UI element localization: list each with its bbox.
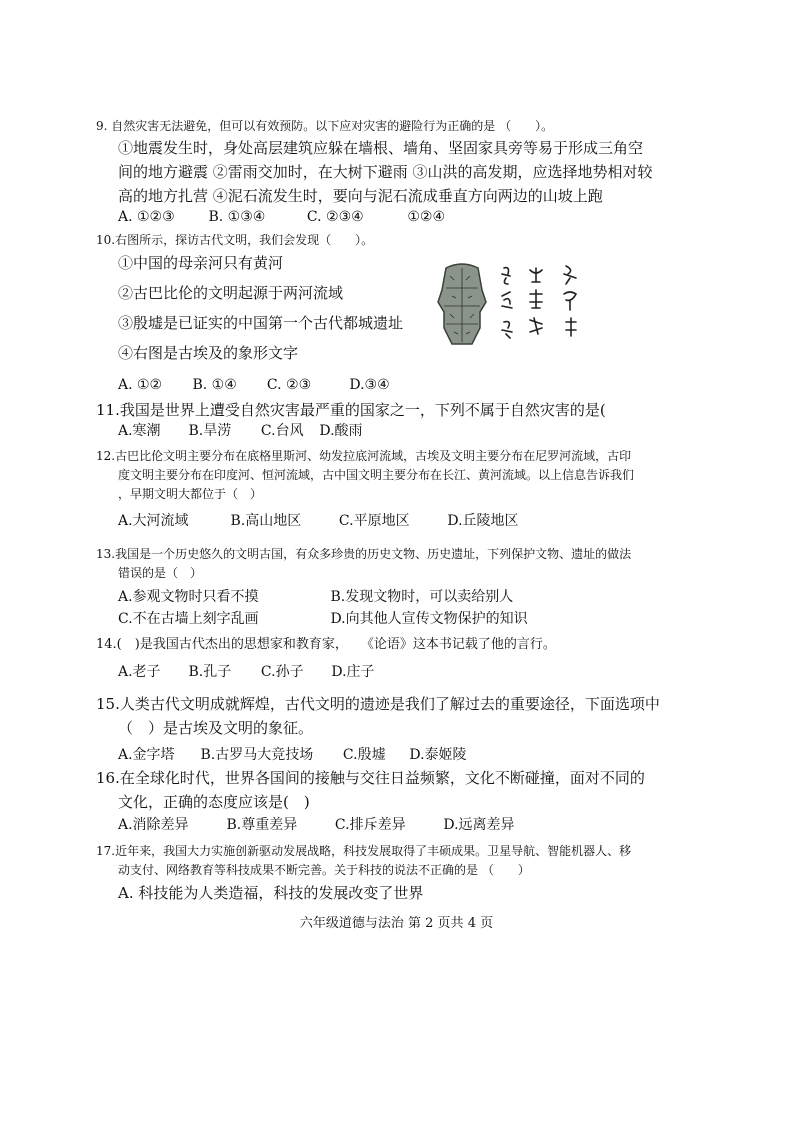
option-d: D.泰姬陵 — [409, 747, 467, 763]
question-10-items — [96, 248, 458, 368]
option-c: C.平原地区 — [338, 513, 410, 529]
option-d: ①②④ — [407, 209, 446, 225]
option-a: A.寒潮 — [118, 423, 161, 439]
question-13-stem — [96, 545, 706, 583]
question-13-options — [96, 586, 728, 630]
option-d: D.③④ — [349, 377, 390, 393]
question-16-line: 文化，正确的态度应该是( ) — [118, 793, 310, 811]
question-17-option-a: A. 科技能为人类造福，科技的发展改变了世界 — [118, 884, 424, 902]
option-c: C.殷墟 — [342, 747, 386, 763]
question-10-item: ④右图是古埃及的象形文字 — [118, 344, 299, 362]
option-c: C. ②③④ — [306, 209, 364, 225]
question-12-options — [96, 510, 728, 532]
question-16-options — [96, 814, 728, 836]
question-11-options — [96, 420, 728, 442]
question-13-line: 13.我国是一个历史悠久的文明古国，有众多珍贵的历史文物、历史遗址，下列保护文物、遗址的做法 — [96, 547, 632, 561]
question-17-line: 动支付、网络教育等科技成果不断完善。关于科技的说法不正确的是 （ ） — [118, 863, 530, 877]
option-b: B. ①③④ — [208, 209, 266, 225]
option-a: A.消除差异 — [118, 817, 189, 833]
option-b: B.高山地区 — [230, 513, 302, 529]
option-c: C.孙子 — [260, 664, 304, 680]
option-c: C.不在古墙上刻字乱画 — [118, 611, 259, 627]
option-b: B.古罗马大竞技场 — [200, 747, 314, 763]
option-d: D.远离差异 — [443, 817, 515, 833]
option-a: A.金字塔 — [118, 747, 175, 763]
option-b: B.旱涝 — [188, 423, 232, 439]
question-9-options — [96, 206, 728, 228]
question-9-stem: 9. 自然灾害无法避免，但可以有效预防。以下应对灾害的避险行为正确的是 （ ）。 — [96, 119, 554, 133]
question-16-stem — [96, 766, 706, 814]
option-a: A. ①②③ — [118, 209, 175, 225]
question-10-item: ③殷墟是已证实的中国第一个古代都城遗址 — [118, 314, 404, 332]
question-9-body-line: 高的地方扎营 ④泥石流发生时，要向与泥石流成垂直方向两边的山坡上跑 — [118, 187, 603, 205]
question-17-line: 17.近年来，我国大力实施创新驱动发展战略，科技发展取得了丰硕成果。卫星导航、智能机器人、移 — [96, 844, 632, 858]
question-9-body-line: 间的地方避震 ②雷雨交加时，在大树下避雨 ③山洪的高发期，应选择地势相对较 — [118, 163, 653, 181]
option-b: B.尊重差异 — [226, 817, 298, 833]
question-15-line: 15.人类古代文明成就辉煌，古代文明的遗迹是我们了解过去的重要途径，下面选项中 — [96, 695, 660, 713]
option-b: B.发现文物时，可以卖给别人 — [330, 589, 514, 605]
option-a: A. ①② — [118, 377, 163, 393]
option-a: A.老子 — [118, 664, 161, 680]
question-12-stem — [96, 447, 706, 504]
question-16-line: 16.在全球化时代，世界各国间的接触与交往日益频繁，文化不断碰撞，面对不同的 — [96, 769, 645, 787]
option-a: A.大河流域 — [118, 513, 189, 529]
question-11-stem: 11.我国是世界上遭受自然灾害最严重的国家之一，下列不属于自然灾害的是( — [96, 401, 606, 419]
ancient-script-glyphs — [496, 262, 586, 342]
option-b: B. ①④ — [192, 377, 237, 393]
option-c: C.排斥差异 — [334, 817, 406, 833]
question-10-item: ①中国的母亲河只有黄河 — [118, 254, 284, 272]
question-15-options — [96, 744, 728, 766]
question-12-line: ，早期文明大都位于（ ） — [118, 487, 263, 501]
question-12-line: 度文明主要分布在印度河、恒河流域，古中国文明主要分布在长江、黄河流域。以上信息告诉我们 — [118, 468, 635, 482]
question-14-options — [96, 661, 728, 683]
option-d: D.酸雨 — [319, 423, 363, 439]
option-c: C.台风 — [260, 423, 304, 439]
question-17-stem — [96, 842, 706, 880]
question-12-line: 12.古巴比伦文明主要分布在底格里斯河、幼发拉底河流域，古埃及文明主要分布在尼罗河流域，古印 — [96, 449, 632, 463]
option-d: D.向其他人宣传文物保护的知识 — [330, 611, 528, 627]
option-b: B.孔子 — [188, 664, 232, 680]
question-13-line: 错误的是（ ） — [118, 566, 203, 580]
question-10-options — [96, 374, 728, 396]
option-d: D.丘陵地区 — [447, 513, 519, 529]
option-c: C. ②③ — [266, 377, 312, 393]
question-15-line: （ ）是古埃及文明的象征。 — [118, 719, 314, 737]
question-15-stem — [96, 692, 706, 740]
question-10-item: ②古巴比伦的文明起源于两河流域 — [118, 284, 344, 302]
question-14-stem: 14.( )是我国古代杰出的思想家和教育家， 《论语》这本书记载了他的言行。 — [96, 637, 556, 652]
oracle-bone-image — [436, 262, 488, 346]
option-a: A.参观文物时只看不摸 — [118, 589, 259, 605]
question-10-stem: 10.右图所示，探访古代文明，我们会发现（ ）。 — [96, 233, 374, 247]
option-d: D.庄子 — [331, 664, 375, 680]
question-9-body-line: ①地震发生时，身处高层建筑应躲在墙根、墙角、坚固家具旁等易于形成三角空 — [118, 139, 644, 157]
question-9-body — [96, 136, 728, 208]
page-footer: 六年级道德与法治 第 2 页共 4 页 — [299, 916, 494, 931]
